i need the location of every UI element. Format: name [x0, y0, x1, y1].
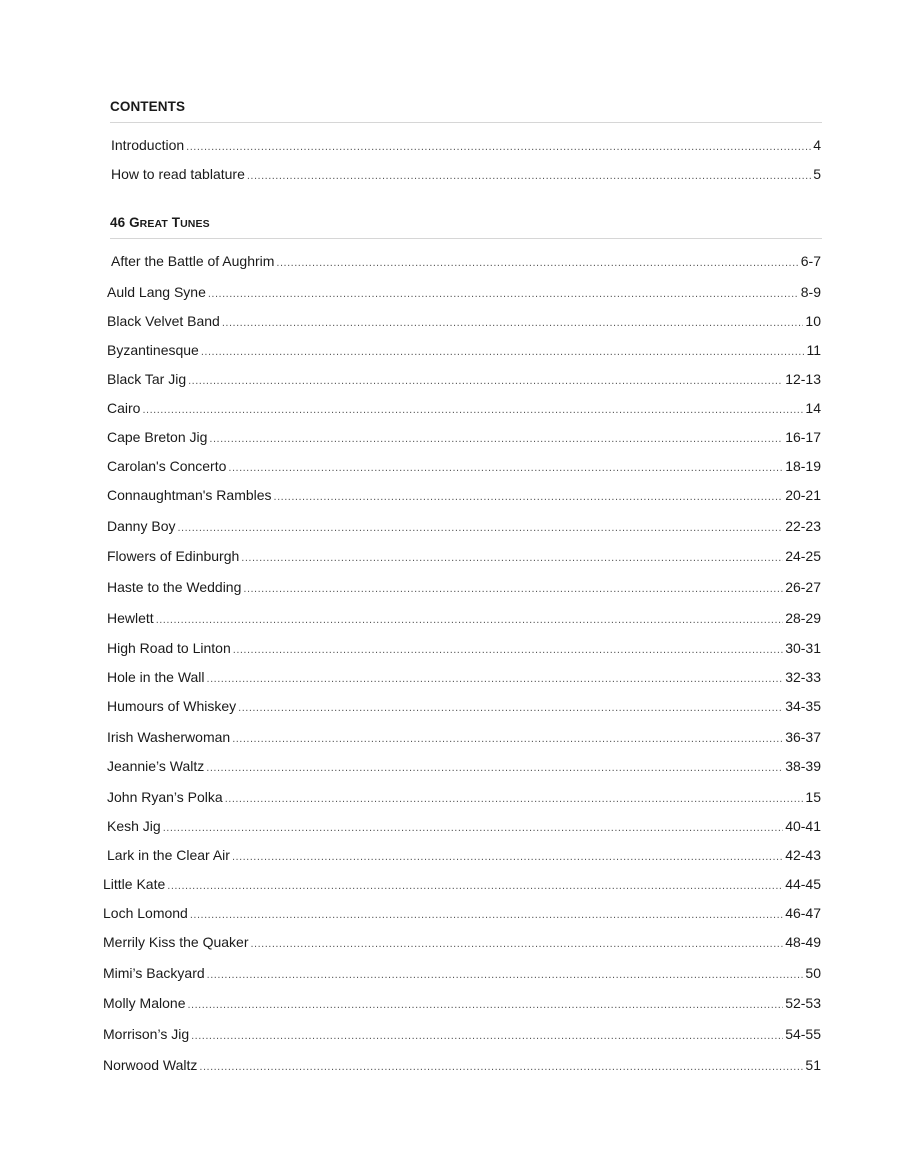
dot-leader	[250, 934, 783, 954]
toc-entry	[103, 1024, 821, 1044]
entry-page: 40-41	[785, 818, 821, 834]
contents-divider	[110, 122, 822, 123]
toc-entry	[107, 787, 821, 807]
dot-leader	[228, 458, 783, 478]
entry-page: 44-45	[785, 876, 821, 892]
entry-page: 6-7	[800, 253, 821, 269]
entry-title: Jeannie’s Waltz	[107, 758, 205, 774]
entry-title: Humours of Whiskey	[107, 698, 237, 714]
toc-entry	[107, 427, 821, 447]
tunes-divider	[110, 238, 822, 239]
entry-page: 24-25	[785, 548, 821, 564]
entry-title: John Ryan’s Polka	[107, 789, 223, 805]
dot-leader	[207, 669, 784, 689]
toc-entry	[107, 608, 821, 628]
entry-page: 48-49	[785, 934, 821, 950]
entry-page: 12-13	[785, 371, 821, 387]
entry-page: 26-27	[785, 579, 821, 595]
entry-page: 20-21	[785, 487, 821, 503]
dot-leader	[199, 1057, 803, 1077]
dot-leader	[208, 284, 799, 304]
dot-leader	[247, 166, 811, 186]
toc-entry	[107, 577, 821, 597]
entry-page: 51	[805, 1057, 821, 1073]
entry-title: Norwood Waltz	[103, 1057, 198, 1073]
entry-title: Hewlett	[107, 610, 154, 626]
toc-entry	[103, 1055, 821, 1075]
entry-page: 10	[805, 313, 821, 329]
entry-page: 28-29	[785, 610, 821, 626]
toc-entry	[107, 667, 821, 687]
entry-title: Connaughtman's Rambles	[107, 487, 272, 503]
toc-entry	[107, 398, 821, 418]
toc-entry	[111, 251, 821, 271]
toc-entry	[107, 727, 821, 747]
entry-page: 34-35	[785, 698, 821, 714]
entry-page: 15	[805, 789, 821, 805]
toc-entry	[111, 164, 821, 184]
dot-leader	[190, 905, 783, 925]
entry-page: 54-55	[785, 1026, 821, 1042]
entry-title: Molly Malone	[103, 995, 186, 1011]
entry-page: 38-39	[785, 758, 821, 774]
entry-title: Irish Washerwoman	[107, 729, 231, 745]
dot-leader	[243, 579, 783, 599]
toc-entry	[103, 932, 821, 952]
entry-title: Cape Breton Jig	[107, 429, 208, 445]
tunes-heading-part: UNES	[180, 218, 210, 230]
dot-leader	[163, 818, 783, 838]
toc-entry	[107, 845, 821, 865]
entry-page: 22-23	[785, 518, 821, 534]
dot-leader	[142, 400, 803, 420]
dot-leader	[167, 876, 783, 896]
entry-page: 16-17	[785, 429, 821, 445]
toc-entry	[103, 993, 821, 1013]
dot-leader	[233, 640, 783, 660]
tunes-heading-part: REAT	[139, 218, 168, 230]
dot-leader	[276, 253, 798, 273]
entry-page: 52-53	[785, 995, 821, 1011]
entry-title: Morrison’s Jig	[103, 1026, 190, 1042]
toc-entry	[107, 516, 821, 536]
entry-page: 46-47	[785, 905, 821, 921]
entry-page: 11	[806, 342, 821, 358]
entry-page: 42-43	[785, 847, 821, 863]
dot-leader	[188, 371, 783, 391]
entry-title: High Road to Linton	[107, 640, 231, 656]
entry-title: Lark in the Clear Air	[107, 847, 230, 863]
entry-page: 50	[805, 965, 821, 981]
dot-leader	[177, 518, 783, 538]
entry-title: Flowers of Edinburgh	[107, 548, 240, 564]
entry-title: Cairo	[107, 400, 141, 416]
tunes-heading-part: 46 G	[110, 215, 140, 230]
dot-leader	[232, 729, 783, 749]
dot-leader	[232, 847, 783, 867]
dot-leader	[156, 610, 784, 630]
entry-page: 14	[805, 400, 821, 416]
dot-leader	[222, 313, 804, 333]
entry-title: Little Kate	[103, 876, 166, 892]
entry-page: 32-33	[785, 669, 821, 685]
dot-leader	[186, 137, 811, 157]
dot-leader	[206, 758, 783, 778]
entry-page: 36-37	[785, 729, 821, 745]
toc-entry	[111, 135, 821, 155]
entry-title: Kesh Jig	[107, 818, 161, 834]
entry-title: Merrily Kiss the Quaker	[103, 934, 249, 950]
toc-entry	[107, 816, 821, 836]
entry-title: After the Battle of Aughrim	[111, 253, 275, 269]
dot-leader	[209, 429, 783, 449]
tunes-heading	[110, 215, 822, 230]
toc-entry	[107, 282, 821, 302]
dot-leader	[274, 487, 784, 507]
toc-entry	[103, 963, 821, 983]
toc-entry	[107, 546, 821, 566]
toc-entry	[103, 903, 821, 923]
toc-entry	[103, 874, 821, 894]
contents-heading: CONTENTS	[110, 99, 186, 114]
entry-page: 5	[813, 166, 821, 182]
toc-entry	[107, 756, 821, 776]
entry-title: Auld Lang Syne	[107, 284, 206, 300]
entry-title: Haste to the Wedding	[107, 579, 242, 595]
entry-page: 8-9	[800, 284, 821, 300]
entry-page: 30-31	[785, 640, 821, 656]
toc-entry	[107, 485, 821, 505]
entry-title: How to read tablature	[111, 166, 245, 182]
entry-title: Black Tar Jig	[107, 371, 187, 387]
dot-leader	[191, 1026, 783, 1046]
toc-entry	[107, 340, 821, 360]
entry-title: Loch Lomond	[103, 905, 188, 921]
toc-entry	[107, 311, 821, 331]
entry-title: Danny Boy	[107, 518, 176, 534]
tunes-heading-part: T	[167, 215, 181, 230]
dot-leader	[187, 995, 783, 1015]
toc-entry	[107, 456, 821, 476]
entry-title: Hole in the Wall	[107, 669, 205, 685]
entry-title: Introduction	[111, 137, 185, 153]
entry-page: 18-19	[785, 458, 821, 474]
dot-leader	[201, 342, 805, 362]
entry-page: 4	[813, 137, 821, 153]
toc-entry	[107, 369, 821, 389]
dot-leader	[241, 548, 783, 568]
entry-title: Mimi’s Backyard	[103, 965, 205, 981]
toc-entry	[107, 638, 821, 658]
dot-leader	[225, 789, 804, 809]
dot-leader	[207, 965, 804, 985]
dot-leader	[238, 698, 783, 718]
entry-title: Carolan's Concerto	[107, 458, 227, 474]
entry-title: Black Velvet Band	[107, 313, 220, 329]
toc-entry	[107, 696, 821, 716]
entry-title: Byzantinesque	[107, 342, 199, 358]
